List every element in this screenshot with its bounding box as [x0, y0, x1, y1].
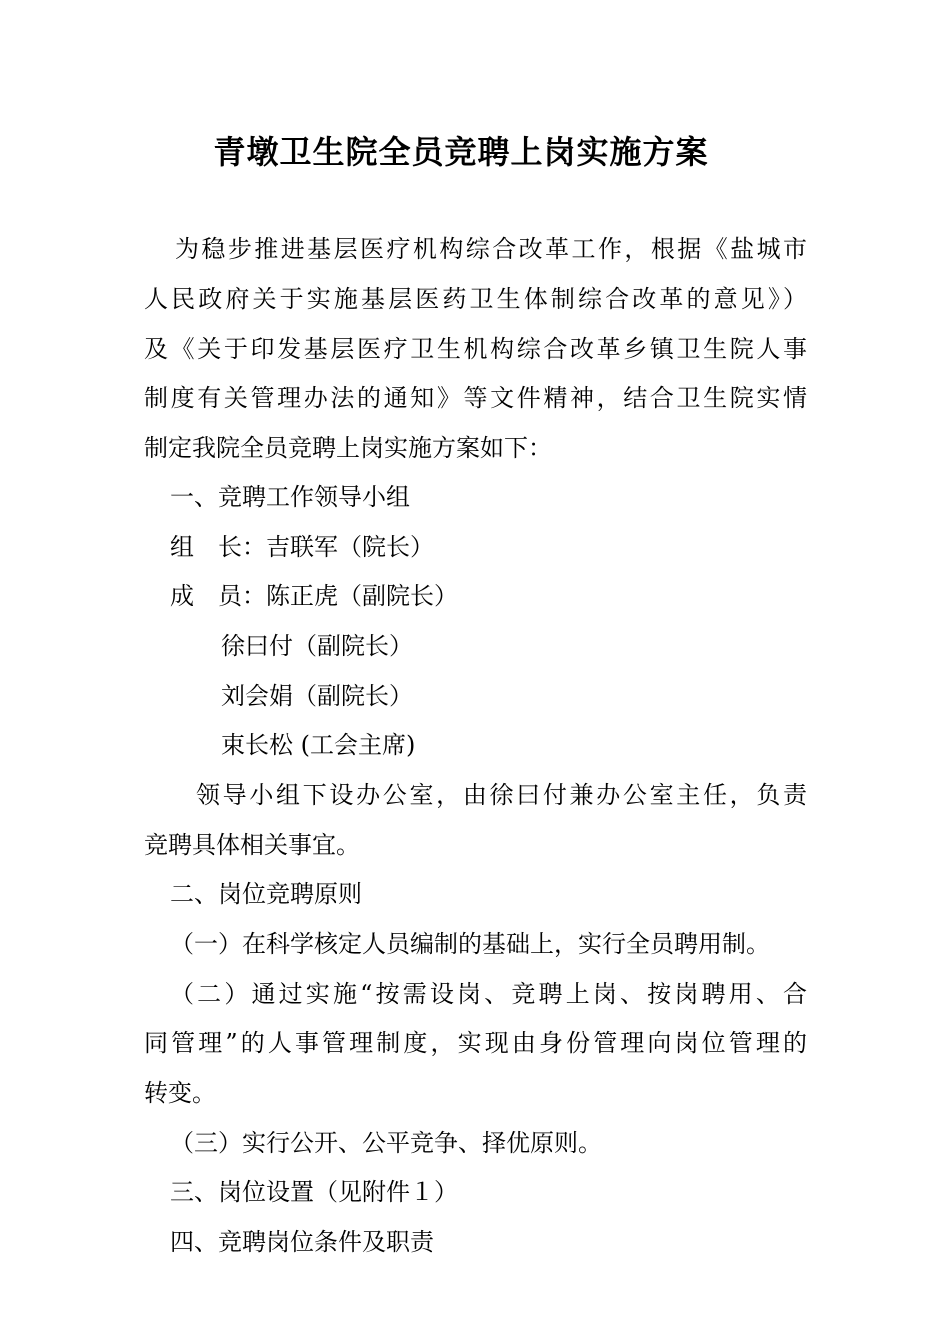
office-line-2: 竞聘具体相关事宜。: [144, 831, 360, 859]
principle-item-1: （一）在科学核定人员编制的基础上，实行全员聘用制。: [170, 930, 770, 958]
section2-heading: 二、岗位竞聘原则: [170, 880, 362, 908]
intro-line-5: 制定我院全员竞聘上岗实施方案如下：: [144, 434, 552, 462]
principle-item-2-line-2: 同管理”的人事管理制度，实现由身份管理向岗位管理的: [144, 1029, 807, 1057]
intro-line-3: 及《关于印发基层医疗卫生机构综合改革乡镇卫生院人事: [144, 335, 807, 363]
intro-line-4: 制度有关管理办法的通知》等文件精神，结合卫生院实情: [144, 384, 807, 412]
member-line-3: 刘会娟（副院长）: [221, 682, 413, 710]
principle-item-2-line-3: 转变。: [144, 1079, 216, 1107]
section3-heading: 三、岗位设置（见附件１）: [170, 1178, 458, 1206]
principle-item-2-line-1: （二）通过实施“按需设岗、竞聘上岗、按岗聘用、合: [170, 980, 807, 1008]
intro-line-2: 人民政府关于实施基层医药卫生体制综合改革的意见》）: [144, 285, 807, 313]
member-line-4: 束长松 (工会主席): [221, 731, 416, 759]
section4-heading: 四、竞聘岗位条件及职责: [170, 1228, 434, 1256]
office-line-1: 领导小组下设办公室，由徐曰付兼办公室主任，负责: [196, 781, 807, 809]
principle-item-3: （三）实行公开、公平竞争、择优原则。: [170, 1129, 602, 1157]
member-line-2: 徐曰付（副院长）: [221, 632, 413, 660]
section1-heading: 一、竞聘工作领导小组: [170, 483, 410, 511]
leader-line: 组 长：吉联军（院长）: [170, 533, 434, 561]
intro-line-1: 为稳步推进基层医疗机构综合改革工作，根据《盐城市: [175, 235, 807, 263]
member-line-1: 成 员：陈正虎（副院长）: [170, 582, 458, 610]
document-title: 青墩卫生院全员竞聘上岗实施方案: [213, 133, 709, 171]
